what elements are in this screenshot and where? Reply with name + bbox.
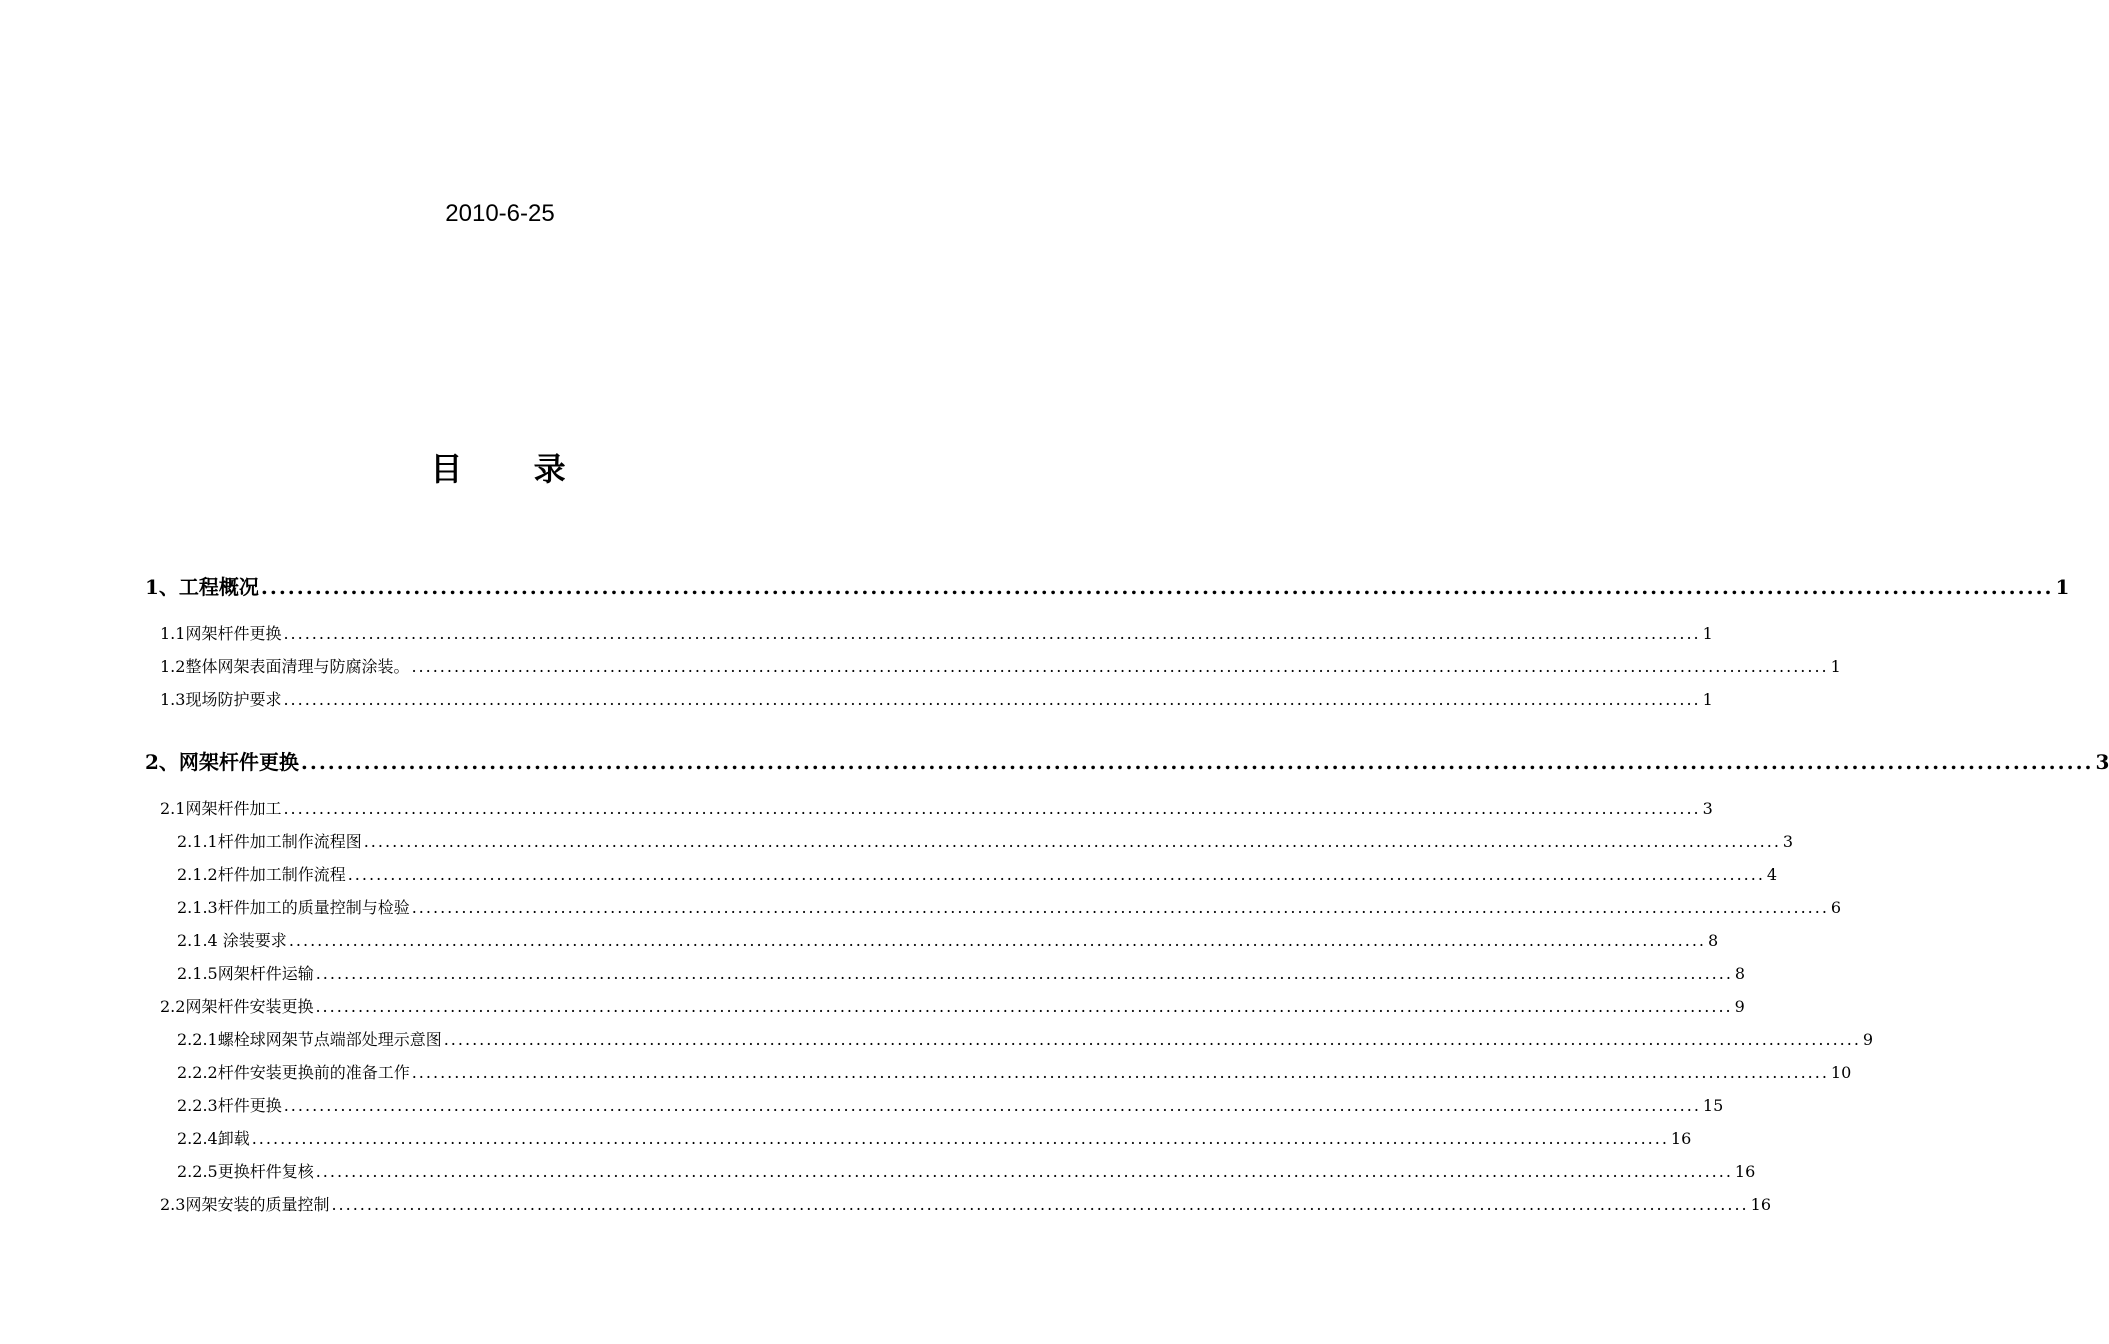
toc-entry-page-number: 3 — [1782, 832, 1794, 851]
toc-entry-label: 1.1网架杆件更换 — [160, 624, 282, 643]
toc-entry[interactable] — [177, 862, 1778, 885]
toc-entry-page-number: 3 — [1702, 799, 1713, 818]
toc-entry-label: 1.3现场防护要求 — [160, 690, 282, 709]
toc-dot-leader: ........................................................................................................................................................................................................ — [363, 832, 1781, 851]
toc-dot-leader: ........................................................................................................................................................................................................ — [315, 997, 1733, 1016]
toc-entry[interactable] — [160, 654, 1841, 677]
toc-entry-page-number: 8 — [1734, 964, 1746, 983]
toc-entry[interactable] — [145, 746, 2109, 775]
toc-entry-label: 2.1.3杆件加工的质量控制与检验 — [177, 898, 410, 917]
toc-entry[interactable] — [145, 571, 2070, 600]
toc-entry-page-number: 10 — [1830, 1063, 1852, 1082]
toc-entry-page-number: 16 — [1750, 1195, 1771, 1214]
toc-dot-leader: ........................................................................................................................................................................................................ — [411, 657, 1829, 676]
toc-entry[interactable] — [160, 687, 1713, 710]
toc-dot-leader: ........................................................................................................................................................................................................ — [411, 898, 1829, 917]
toc-entry-label: 2.1网架杆件加工 — [160, 799, 282, 818]
toc-entry-page-number: 16 — [1734, 1162, 1756, 1181]
toc-entry-label: 2.2网架杆件安装更换 — [160, 997, 314, 1016]
toc-entry-label: 2.1.5网架杆件运输 — [177, 964, 314, 983]
toc-entry-page-number: 1 — [2055, 575, 2070, 599]
toc-entry[interactable] — [160, 621, 1713, 644]
toc-dot-leader: ........................................................................................................................................................................................................ — [443, 1030, 1861, 1049]
toc-entry-page-number: 9 — [1862, 1030, 1874, 1049]
toc-entry-page-number: 16 — [1670, 1129, 1692, 1148]
toc-entry[interactable] — [177, 928, 1719, 951]
toc-dot-leader: ........................................................................................................................................................................................................ — [300, 750, 2094, 774]
toc-entry-label: 2.3网架安装的质量控制 — [160, 1195, 330, 1214]
toc-entry-label: 2.2.1螺栓球网架节点端部处理示意图 — [177, 1030, 442, 1049]
toc-entry[interactable] — [177, 829, 1794, 852]
toc-entry-label: 2.2.3杆件更换 — [177, 1096, 282, 1115]
toc-entry[interactable] — [160, 796, 1713, 819]
toc-entry-page-number: 1 — [1702, 624, 1713, 643]
toc-dot-leader: ........................................................................................................................................................................................................ — [251, 1129, 1669, 1148]
toc-title: 目 录 — [430, 450, 596, 488]
toc-entry[interactable] — [177, 1159, 1756, 1182]
toc-entry-page-number: 8 — [1708, 931, 1719, 950]
toc-entry[interactable] — [160, 1192, 1771, 1215]
toc-dot-leader: ........................................................................................................................................................................................................ — [315, 964, 1733, 983]
toc-entry[interactable] — [177, 1093, 1724, 1116]
toc-dot-leader: ........................................................................................................................................................................................................ — [283, 799, 1701, 818]
toc-entry-label: 2.1.2杆件加工制作流程 — [177, 865, 346, 884]
toc-entry[interactable] — [177, 961, 1746, 984]
toc-entry-label: 2.1.4 涂装要求 — [177, 931, 287, 950]
toc-entry-label: 2.2.2杆件安装更换前的准备工作 — [177, 1063, 410, 1082]
toc-entry[interactable] — [177, 1126, 1692, 1149]
toc-entry-page-number: 4 — [1766, 865, 1778, 884]
toc-entry-page-number: 9 — [1734, 997, 1745, 1016]
toc-entry[interactable] — [177, 895, 1842, 918]
document-date: 2010-6-25 — [445, 200, 555, 227]
toc-entry-label: 2.1.1杆件加工制作流程图 — [177, 832, 362, 851]
toc-entry-page-number: 15 — [1702, 1096, 1724, 1115]
toc-dot-leader: ........................................................................................................................................................................................................ — [288, 931, 1706, 950]
toc-dot-leader: ........................................................................................................................................................................................................ — [283, 624, 1701, 643]
toc-entry-page-number: 3 — [2095, 750, 2109, 774]
toc-entry-label: 1、工程概况 — [145, 575, 259, 599]
toc-dot-leader: ........................................................................................................................................................................................................ — [283, 690, 1701, 709]
toc-entry-label: 2.2.4卸载 — [177, 1129, 250, 1148]
toc-entry-label: 2、网架杆件更换 — [145, 750, 299, 774]
toc-entry-label: 1.2整体网架表面清理与防腐涂装。 — [160, 657, 410, 676]
toc-dot-leader: ........................................................................................................................................................................................................ — [315, 1162, 1733, 1181]
toc-dot-leader: ........................................................................................................................................................................................................ — [331, 1195, 1749, 1214]
toc-entry-page-number: 1 — [1830, 657, 1841, 676]
toc-entry[interactable] — [177, 1027, 1874, 1050]
toc-dot-leader: ........................................................................................................................................................................................................ — [260, 575, 2054, 599]
toc-entry[interactable] — [160, 994, 1745, 1017]
toc-dot-leader: ........................................................................................................................................................................................................ — [347, 865, 1765, 884]
toc-entry-page-number: 6 — [1830, 898, 1842, 917]
toc-entry[interactable] — [177, 1060, 1852, 1083]
toc-dot-leader: ........................................................................................................................................................................................................ — [283, 1096, 1701, 1115]
toc-dot-leader: ........................................................................................................................................................................................................ — [411, 1063, 1829, 1082]
toc-entry-label: 2.2.5更换杆件复核 — [177, 1162, 314, 1181]
toc-entry-page-number: 1 — [1702, 690, 1713, 709]
